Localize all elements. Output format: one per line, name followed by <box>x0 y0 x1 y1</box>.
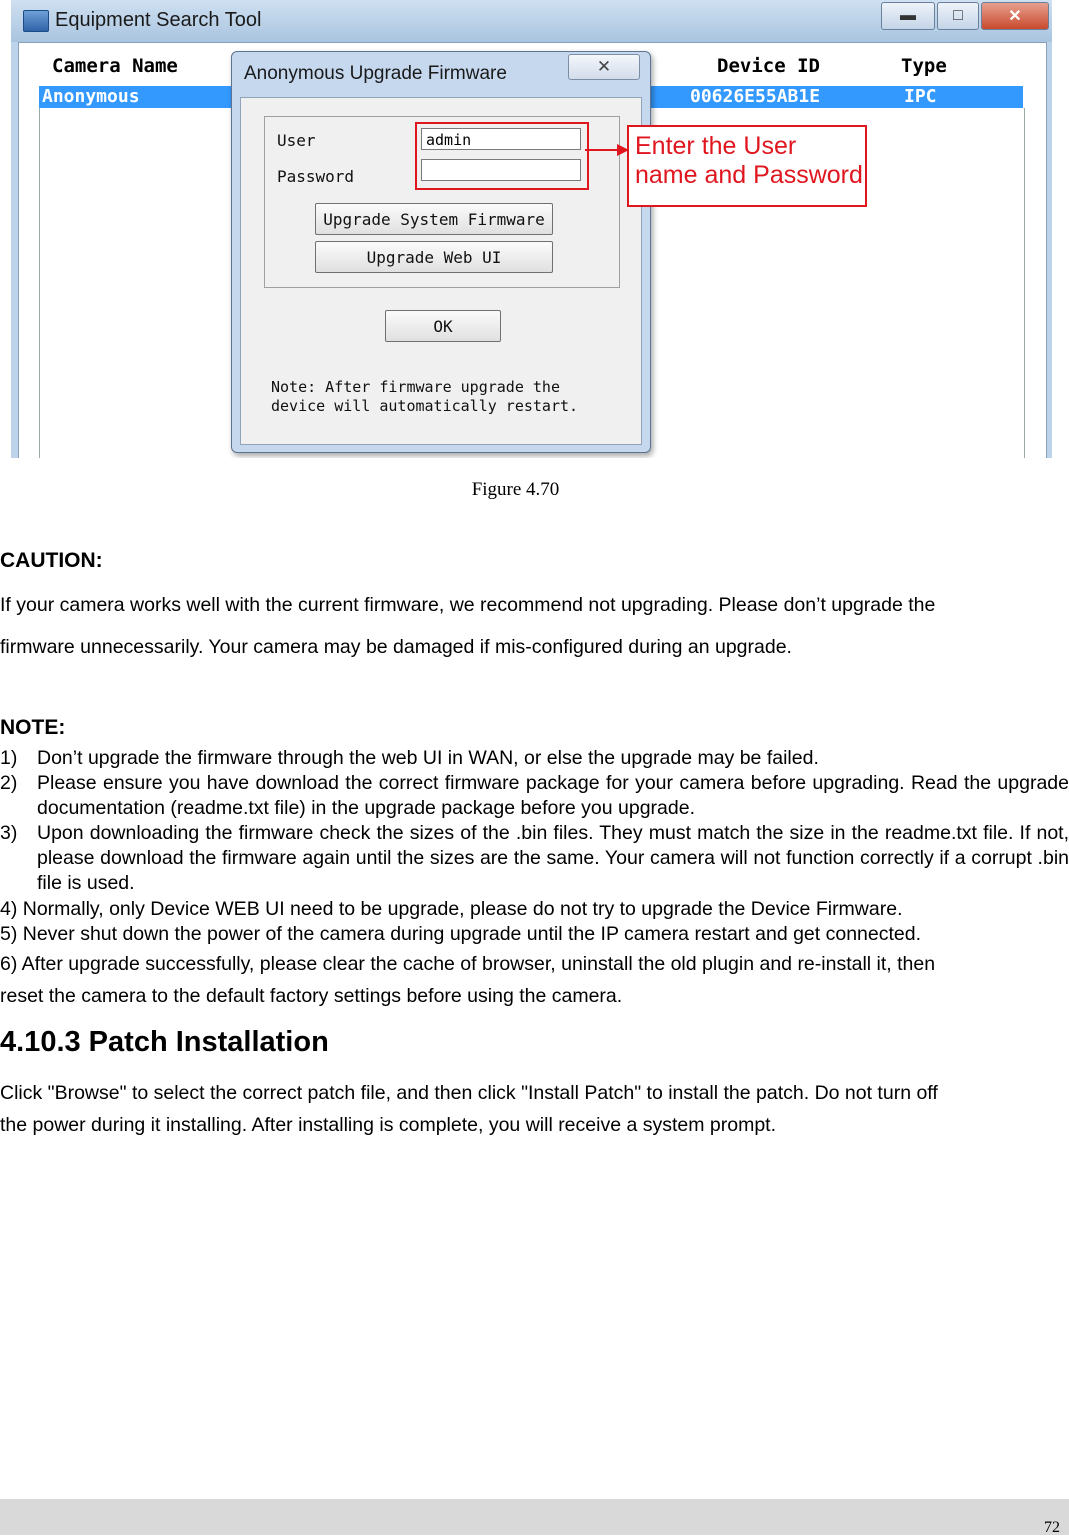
row-type: IPC <box>904 86 937 107</box>
app-icon <box>23 10 49 32</box>
window-titlebar <box>11 0 1052 42</box>
note-item-6-line-2: reset the camera to the default factory settings before using the camera. <box>0 985 623 1007</box>
password-input[interactable] <box>421 159 581 181</box>
note-item-1 <box>0 746 1069 771</box>
upgrade-web-ui-button[interactable]: Upgrade Web UI <box>315 241 553 273</box>
row-device-id: 00626E55AB1E <box>690 86 821 107</box>
window-client <box>18 42 1047 458</box>
caution-heading: CAUTION: <box>0 549 103 572</box>
callout-annotation: Enter the User name and Password <box>627 125 867 207</box>
note-item-2-number: 2) <box>0 772 18 794</box>
patch-line-1: Click "Browse" to select the correct patch file, and then click "Install Patch" to install the patch. Do not turn off <box>0 1082 938 1104</box>
note-item-3-number: 3) <box>0 822 18 844</box>
credentials-group <box>264 116 620 288</box>
note-item-2-text: Please ensure you have download the correct firmware package for your camera before upgrading. Read the upgrade documentation (readme.txt file) in the upgrade package before you upgrade. <box>37 772 1069 819</box>
note-item-1-number: 1) <box>0 747 18 769</box>
page-number: 72 <box>1044 1519 1060 1536</box>
footer-bar <box>0 1499 1069 1535</box>
dialog-body <box>240 97 642 445</box>
note-item-1-text: Don’t upgrade the firmware through the web UI in WAN, or else the upgrade may be failed. <box>37 747 819 769</box>
ok-button[interactable]: OK <box>385 310 501 342</box>
dialog-note: Note: After firmware upgrade the device will automatically restart. <box>271 378 579 415</box>
patch-line-2: the power during it installing. After installing is complete, you will receive a system prompt. <box>0 1114 777 1136</box>
dialog-close-icon[interactable]: ✕ <box>568 54 640 80</box>
note-item-6-line-1: 6) After upgrade successfully, please clear the cache of browser, uninstall the old plugin and re-install it, then <box>0 953 936 975</box>
equipment-search-tool-screenshot <box>11 0 1052 458</box>
note-item-3 <box>0 821 1069 896</box>
upgrade-system-firmware-button[interactable]: Upgrade System Firmware <box>315 203 553 235</box>
caution-line-1: If your camera works well with the current firmware, we recommend not upgrading. Please don’t upgrade the <box>0 594 936 616</box>
minimize-icon[interactable]: ▬ <box>881 2 935 30</box>
column-camera-name[interactable]: Camera Name <box>52 55 178 77</box>
note-heading: NOTE: <box>0 716 66 739</box>
note-item-5: 5) Never shut down the power of the camera during upgrade until the IP camera restart and get connected. <box>0 923 922 945</box>
user-input[interactable]: admin <box>421 128 581 150</box>
upgrade-firmware-dialog <box>231 51 651 453</box>
password-label: Password <box>277 167 355 186</box>
column-device-id[interactable]: Device ID <box>717 55 820 77</box>
figure-caption: Figure 4.70 <box>471 479 560 500</box>
row-camera-name: Anonymous <box>42 86 140 107</box>
column-type[interactable]: Type <box>901 55 947 77</box>
maximize-icon[interactable]: □ <box>937 2 979 30</box>
note-item-3-text: Upon downloading the firmware check the sizes of the .bin files. They must match the size in the readme.txt file. If not, please download the firmware again until the sizes are the same. Your camera will not function correctly if a corrupt .bin file is used. <box>37 822 1069 894</box>
note-item-2 <box>0 771 1069 821</box>
window-title: Equipment Search Tool <box>55 9 262 31</box>
section-title: 4.10.3 Patch Installation <box>0 1026 329 1058</box>
note-item-4: 4) Normally, only Device WEB UI need to be upgrade, please do not try to upgrade the Device Firmware. <box>0 898 903 920</box>
caution-line-2: firmware unnecessarily. Your camera may be damaged if mis-configured during an upgrade. <box>0 636 792 658</box>
close-icon[interactable]: ✕ <box>981 2 1049 30</box>
dialog-title: Anonymous Upgrade Firmware <box>244 63 507 84</box>
user-label: User <box>277 131 316 150</box>
window-controls <box>881 2 1051 30</box>
